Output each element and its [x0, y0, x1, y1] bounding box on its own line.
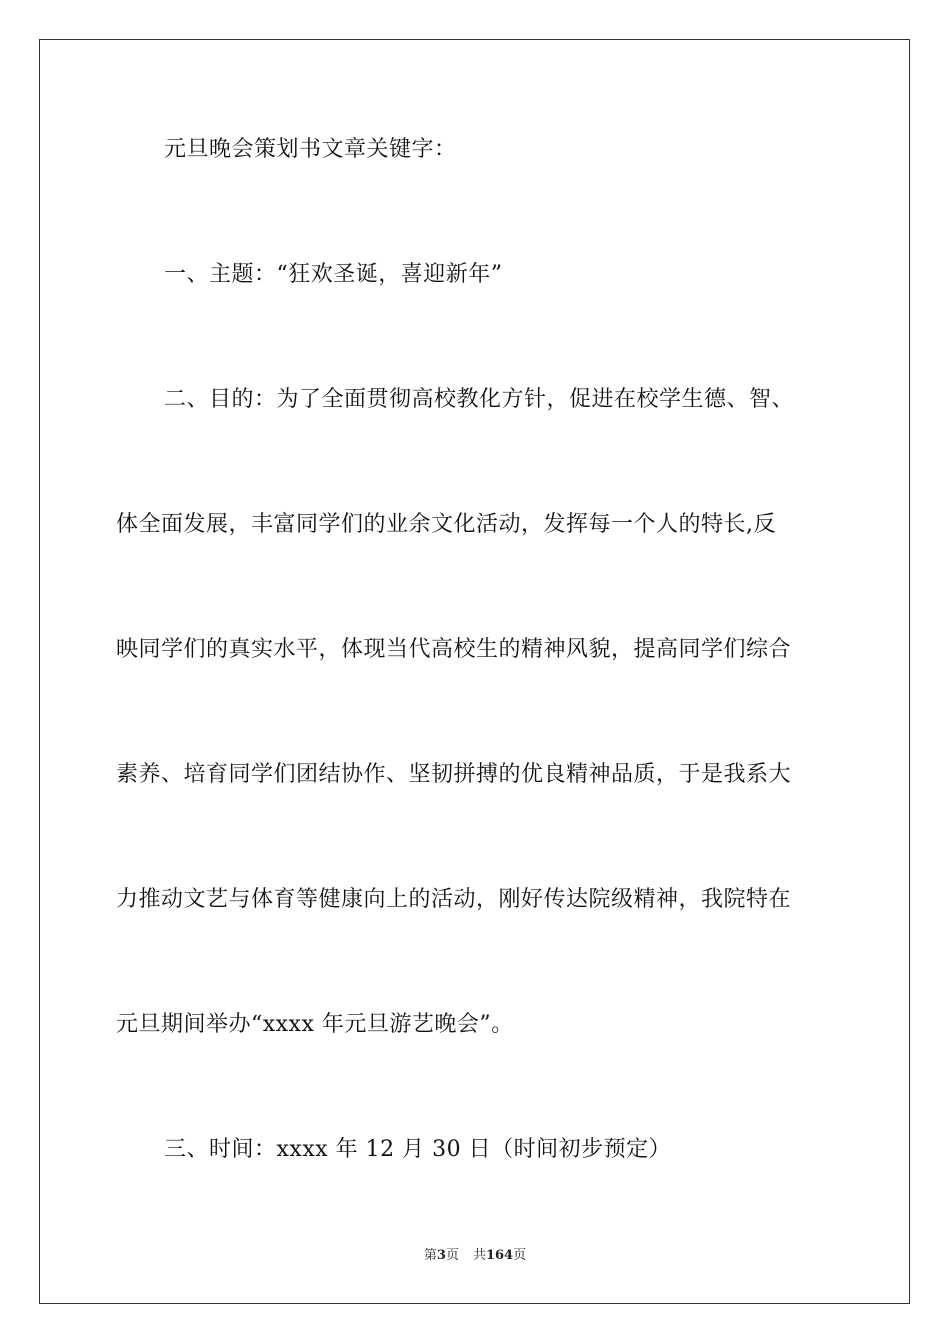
footer-total-pages: 164: [485, 1248, 514, 1263]
footer-page-number: 3: [436, 1248, 446, 1263]
section-purpose-line-3: 映同学们的真实水平，体现当代高校生的精神风貌，提高同学们综合: [116, 637, 792, 662]
section-purpose-line-6: 元旦期间举办“xxxx 年元旦游艺晚会”。: [116, 1012, 514, 1037]
keywords-heading: 元旦晚会策划书文章关键字：: [164, 137, 457, 162]
section-purpose-line-5: 力推动文艺与体育等健康向上的活动，刚好传达院级精神，我院特在: [116, 887, 792, 912]
section-time: 三、时间：xxxx 年 12 月 30 日（时间初步预定）: [164, 1137, 672, 1162]
section-theme: 一、主题：“狂欢圣诞，喜迎新年”: [164, 262, 503, 287]
page-footer: [0, 1247, 950, 1265]
footer-page-suffix: 页: [445, 1248, 459, 1263]
section-purpose-line-4: 素养、培育同学们团结协作、坚韧拼搏的优良精神品质，于是我系大: [116, 762, 792, 787]
footer-total-prefix: 共: [472, 1248, 486, 1263]
section-purpose-line-2: 体全面发展，丰富同学们的业余文化活动，发挥每一个人的特长,反: [116, 512, 776, 537]
section-purpose-line-1: 二、目的：为了全面贯彻高校教化方针，促进在校学生德、智、: [164, 387, 795, 412]
footer-total-suffix: 页: [513, 1248, 527, 1263]
page-border: [39, 39, 910, 1304]
footer-page-prefix: 第: [423, 1248, 437, 1263]
